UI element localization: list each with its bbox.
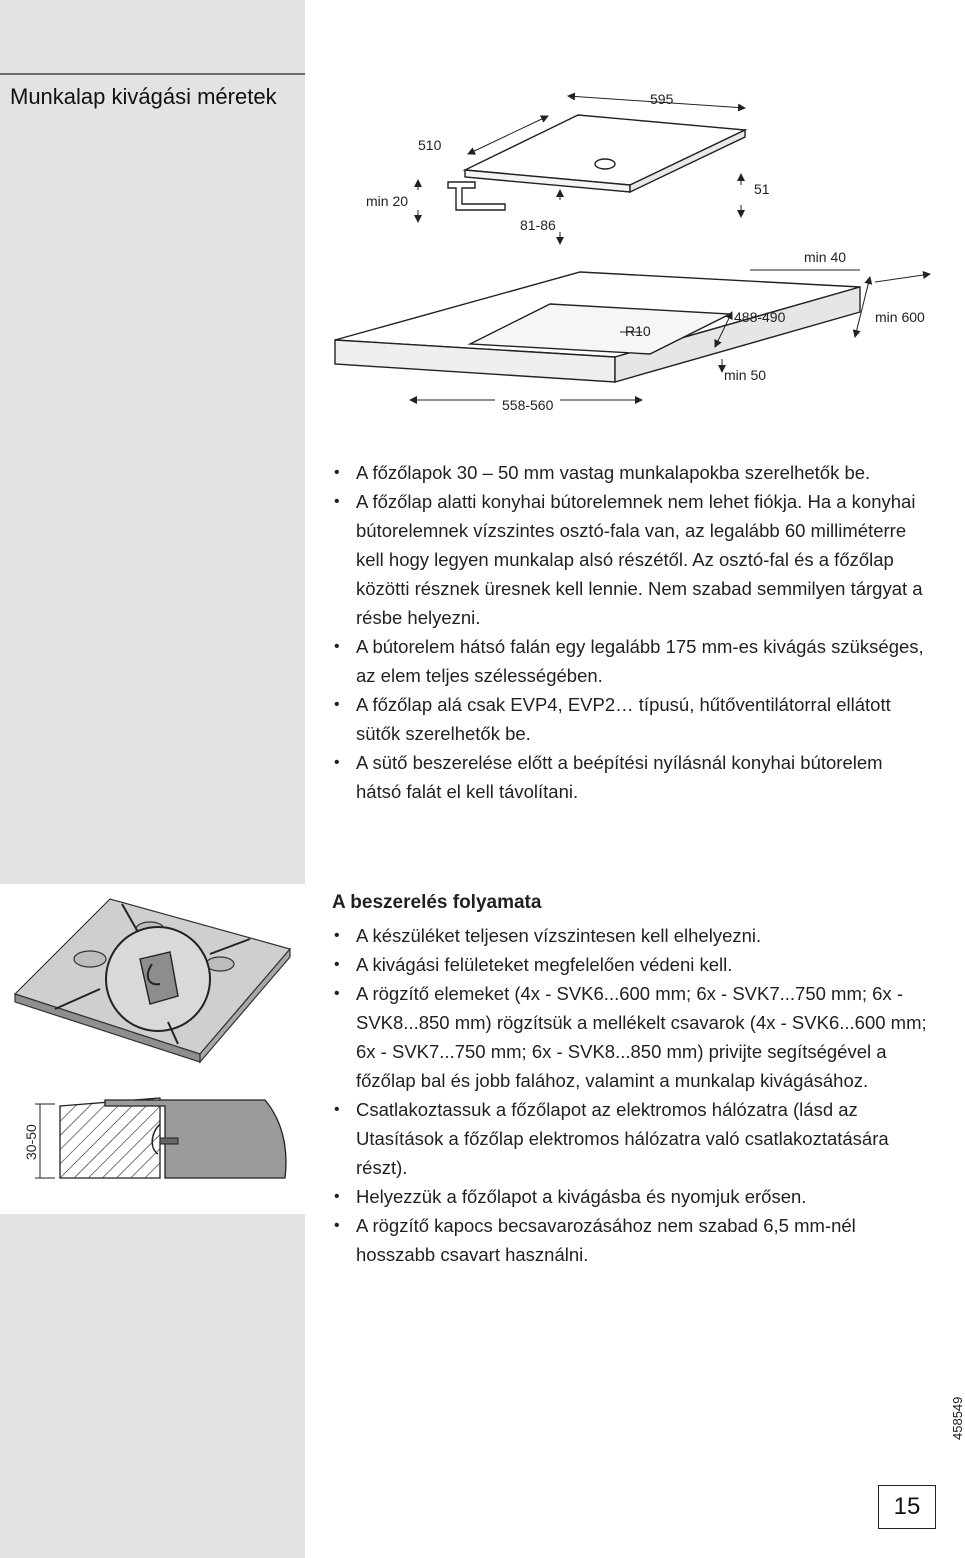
bullet-icon: • [334, 1217, 340, 1234]
requirement-text: A bútorelem hátsó falán egy legalább 175 mm-es kivágás szükséges, az elem teljes szélességében. [356, 636, 924, 686]
requirement-item [332, 748, 932, 806]
dim-51: 51 [754, 181, 770, 197]
thickness-label: 30-50 [23, 1124, 39, 1160]
section-divider [0, 73, 305, 75]
install-step [332, 1211, 932, 1269]
requirement-text: A főzőlapok 30 – 50 mm vastag munkalapokba szerelhetők be. [356, 462, 871, 483]
install-steps-list [332, 921, 932, 1269]
requirement-item [332, 458, 932, 487]
bullet-icon: • [334, 1188, 340, 1205]
clip-detail-circle [106, 927, 210, 1031]
dim-510: 510 [418, 137, 442, 153]
cutout-dimensions-diagram [330, 82, 950, 422]
document-code: 458549 [950, 1396, 965, 1440]
dim-min-20: min 20 [366, 193, 409, 209]
countertop-outline [335, 272, 860, 382]
install-step-text: Csatlakoztassuk a főzőlapot az elektromos hálózatra (lásd az Utasítások a főzőlap elektromos hálózatra való csatlakoztatására részt). [356, 1099, 889, 1178]
dim-min-40: min 40 [804, 249, 847, 265]
install-heading: A beszerelés folyamata [332, 892, 542, 913]
requirement-text: A főzőlap alá csak EVP4, EVP2… típusú, hűtőventilátorral ellátott sütők szerelhetők be. [356, 694, 891, 744]
install-step [332, 1182, 932, 1211]
dim-595: 595 [650, 91, 674, 107]
install-step [332, 950, 932, 979]
requirement-item [332, 487, 932, 632]
bullet-icon: • [334, 638, 340, 655]
bullet-icon: • [334, 1101, 340, 1118]
dim-min-600: min 600 [875, 309, 925, 325]
dim-min-50: min 50 [724, 367, 767, 383]
dim-558-560: 558-560 [502, 397, 554, 413]
bullet-icon: • [334, 985, 340, 1002]
bullet-icon: • [334, 464, 340, 481]
cooktop-outline [448, 115, 745, 210]
install-step-text: A rögzítő elemeket (4x - SVK6...600 mm; 6x - SVK7...750 mm; 6x - SVK8...850 mm) rögzítsük a mellékelt csavarok (4x - SVK6...600 mm; 6x - SVK7...750 mm; 6x - SVK8...850 mm) privijte segítségével a főzőlap bal és jobb falához, valamint a munkalap kivágásához. [356, 983, 927, 1091]
install-step [332, 921, 932, 950]
dim-r10: R10 [625, 323, 651, 339]
dim-81-86: 81-86 [520, 217, 556, 233]
bullet-icon: • [334, 696, 340, 713]
install-step-text: Helyezzük a főzőlapot a kivágásba és nyomjuk erősen. [356, 1186, 807, 1207]
page-number: 15 [878, 1485, 936, 1529]
countertop-cross-section [35, 1098, 286, 1178]
bullet-icon: • [334, 754, 340, 771]
install-step [332, 979, 932, 1095]
bullet-icon: • [334, 956, 340, 973]
requirement-text: A főzőlap alatti konyhai bútorelemnek nem lehet fiókja. Ha a konyhai bútorelemnek vízszintes osztó-fala van, az legalább 60 milliméterre kell hogy legyen munkalap alsó részétől. Az osztó-fal és a főzőlap közötti résznek üresnek kell lennie. Nem szabad semmilyen tárgyat a résbe helyezni. [356, 491, 923, 628]
bullet-icon: • [334, 927, 340, 944]
install-step [332, 1095, 932, 1182]
install-step-text: A készüléket teljesen vízszintesen kell elhelyezni. [356, 925, 762, 946]
dim-488-490: 488-490 [734, 309, 786, 325]
sidebar [0, 0, 305, 1558]
installation-diagram [0, 884, 305, 1214]
install-step-text: A rögzítő kapocs becsavarozásához nem szabad 6,5 mm-nél hosszabb csavart használni. [356, 1215, 856, 1265]
install-step-text: A kivágási felületeket megfelelően védeni kell. [356, 954, 733, 975]
requirements-list [332, 458, 932, 806]
requirement-item [332, 632, 932, 690]
requirement-item [332, 690, 932, 748]
bullet-icon: • [334, 493, 340, 510]
requirement-text: A sütő beszerelése előtt a beépítési nyílásnál konyhai bútorelem hátsó falát el kell távolítani. [356, 752, 883, 802]
section-title: Munkalap kivágási méretek [10, 84, 277, 109]
